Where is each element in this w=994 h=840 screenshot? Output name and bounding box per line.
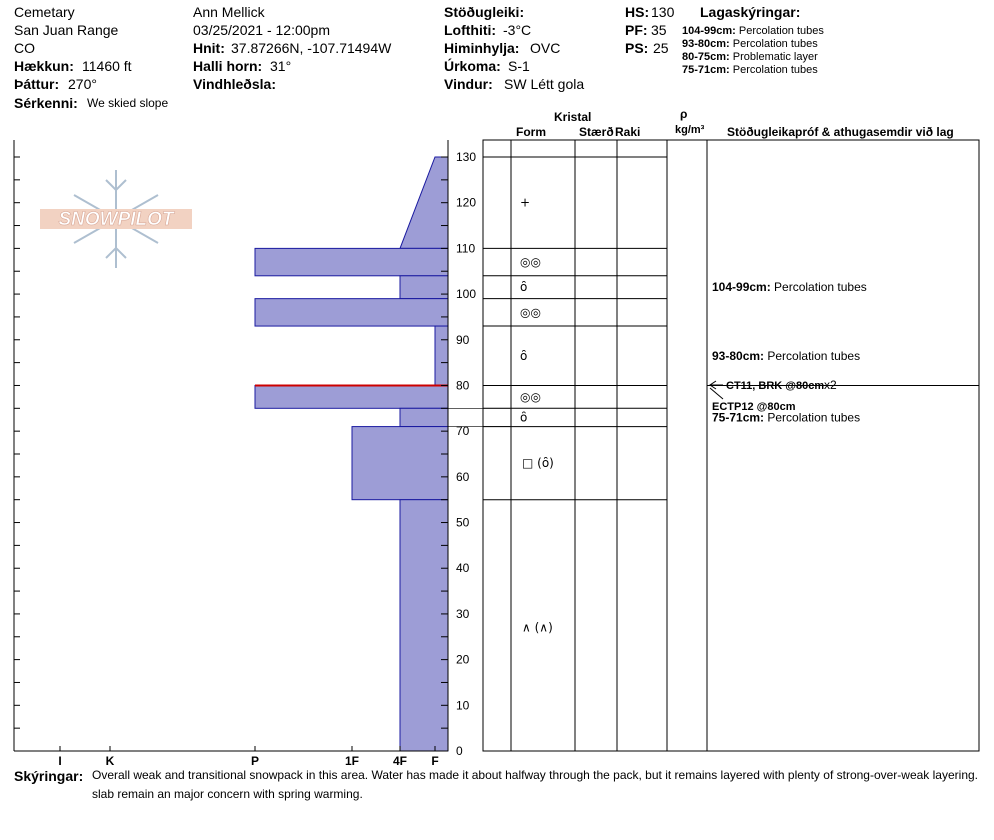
crystal-form-symbol: + xyxy=(520,195,531,210)
comment-text: Percolation tubes xyxy=(774,280,867,295)
features-value: We skied slope xyxy=(87,96,169,110)
crystal-forms xyxy=(520,196,554,635)
hardness-layer xyxy=(400,157,448,248)
crystal-form-symbol: □ (ȏ) xyxy=(522,456,554,471)
depth-tick-label: 50 xyxy=(456,515,470,530)
depth-tick-label: 10 xyxy=(456,698,470,713)
aspect-value: 270° xyxy=(68,76,97,92)
comment-range: 104-99cm: xyxy=(712,280,775,295)
hardness-layer xyxy=(255,385,448,408)
location-name: Cemetary xyxy=(14,4,75,20)
hardness-tick-label: I xyxy=(58,754,62,768)
depth-tick-label: 30 xyxy=(456,606,470,621)
hardness-layer xyxy=(255,248,448,275)
slope-value: 31° xyxy=(270,58,292,74)
ps-value: 25 xyxy=(653,40,669,56)
hs-value: 130 xyxy=(651,4,675,20)
snowpilot-logo xyxy=(40,170,192,268)
notes-label: Skýringar: xyxy=(14,768,84,784)
crystal-form-symbol: ȏ xyxy=(520,348,528,363)
legend-range: 93-80cm: xyxy=(682,38,730,50)
legend-range: 75-71cm: xyxy=(682,64,730,76)
crystal-form-symbol: ◎◎ xyxy=(520,305,541,320)
hardness-layer xyxy=(400,500,448,751)
test-ct-text: CT11, BRK @80cm xyxy=(726,380,825,392)
crystal-form-symbol: ∧ (∧) xyxy=(522,620,553,635)
notes-line-2: slab remain an major concern with spring warming. xyxy=(92,787,363,801)
depth-tick-label: 90 xyxy=(456,332,470,347)
depth-tick-label: 80 xyxy=(456,378,470,393)
layer-comment xyxy=(712,280,867,294)
layer-comment xyxy=(712,349,860,363)
hardness-layer xyxy=(255,299,448,326)
test-ect-label: ECTP12 @80cm xyxy=(712,401,796,413)
comment-range: 93-80cm: xyxy=(712,348,768,363)
tests-header: Stöðugleikapróf & athugasemdir við lag xyxy=(727,125,954,139)
notes-line-1: Overall weak and transitional snowpack in this area. Water has made it about halfway through the pack, but it remains layered with plenty of strong-over-weak layering. xyxy=(92,768,979,782)
size-header: Stærð xyxy=(579,125,614,139)
sky-value: OVC xyxy=(530,40,561,56)
crystal-form-symbol: ȏ xyxy=(520,410,528,425)
precip-label: Úrkoma: xyxy=(444,58,501,74)
range-name: San Juan Range xyxy=(14,22,119,38)
observer-name: Ann Mellick xyxy=(193,4,265,20)
pf-value: 35 xyxy=(651,22,667,38)
rho-header: ρ xyxy=(680,107,688,121)
air-temp-label: Lofthiti: xyxy=(444,22,497,38)
state-name: CO xyxy=(14,40,35,56)
depth-tick-label: 130 xyxy=(456,150,477,164)
legend-range: 80-75cm: xyxy=(682,51,730,63)
depth-tick-label: 120 xyxy=(456,195,477,210)
legend-text: Percolation tubes xyxy=(732,64,818,76)
form-header: Form xyxy=(516,125,546,139)
profile-table-frame xyxy=(483,140,979,751)
observation-datetime: 03/25/2021 - 12:00pm xyxy=(193,22,330,38)
legend-text: Problematic layer xyxy=(732,51,818,63)
hardness-tick-label: 1F xyxy=(344,754,360,768)
comment-range: 75-71cm: xyxy=(712,410,768,425)
hardness-layer xyxy=(400,408,448,426)
hardness-layer xyxy=(400,276,448,299)
crystal-form-symbol: ◎◎ xyxy=(520,255,541,270)
hardness-layer xyxy=(435,326,448,385)
comment-text: Percolation tubes xyxy=(767,348,861,363)
moisture-header: Raki xyxy=(615,125,641,139)
coords-value: 37.87266N, -107.71494W xyxy=(231,40,392,56)
hs-label: HS: xyxy=(625,4,650,20)
slope-label: Halli horn: xyxy=(193,58,263,74)
crystal-form-symbol: ◎◎ xyxy=(520,389,541,404)
depth-tick-label: 0 xyxy=(456,744,463,758)
depth-tick-label: 110 xyxy=(456,241,476,256)
depth-tick-label: 60 xyxy=(456,469,470,484)
hardness-tick-label: 4F xyxy=(392,754,408,768)
logo-text: SNOWPILOT xyxy=(58,209,174,230)
hardness-tick-label: F xyxy=(431,754,439,768)
coords-label: Hnit: xyxy=(193,40,225,56)
hardness-layers xyxy=(255,157,448,751)
crystal-header: Kristal xyxy=(554,110,592,124)
wind-label: Vindur: xyxy=(444,76,493,92)
legend-text: Percolation tubes xyxy=(738,25,824,37)
density-unit-header: kg/m³ xyxy=(675,124,705,136)
crystal-form-symbol: ȏ xyxy=(520,280,528,295)
hardness-ticks xyxy=(58,746,438,768)
depth-tick-label: 100 xyxy=(456,287,477,302)
stability-tests xyxy=(710,378,837,413)
left-ticks xyxy=(14,157,20,751)
depth-tick-label: 20 xyxy=(456,652,470,667)
stability-label: Stöðugleiki: xyxy=(444,4,525,20)
hardness-layer xyxy=(352,427,448,500)
hardness-tick-label: P xyxy=(250,754,260,768)
air-temp-value: -3°C xyxy=(503,22,532,38)
precip-value: S-1 xyxy=(508,58,530,74)
depth-tick-label: 40 xyxy=(456,561,470,576)
hardness-tick-label: K xyxy=(105,754,115,768)
legend-title: Lagaskýringar: xyxy=(700,4,801,20)
legend-text: Percolation tubes xyxy=(732,38,818,50)
pf-label: PF: xyxy=(625,22,648,38)
wind-loading-label: Vindhleðsla: xyxy=(193,76,276,92)
elevation-label: Hækkun: xyxy=(14,58,74,74)
features-label: Sérkenni: xyxy=(14,95,78,111)
sky-label: Himinhylja: xyxy=(444,40,520,56)
test-arrow xyxy=(710,388,723,399)
depth-tick-label: 70 xyxy=(456,424,470,439)
wind-value: SW Létt gola xyxy=(504,76,585,92)
test-ct-label xyxy=(726,380,824,392)
test-ct-suffix: x2 xyxy=(824,378,837,392)
comment-text: Percolation tubes xyxy=(767,410,861,425)
aspect-label: Þáttur: xyxy=(14,76,60,92)
ps-label: PS: xyxy=(625,40,649,56)
elevation-value: 11460 ft xyxy=(82,58,132,74)
legend-range: 104-99cm: xyxy=(682,25,736,37)
